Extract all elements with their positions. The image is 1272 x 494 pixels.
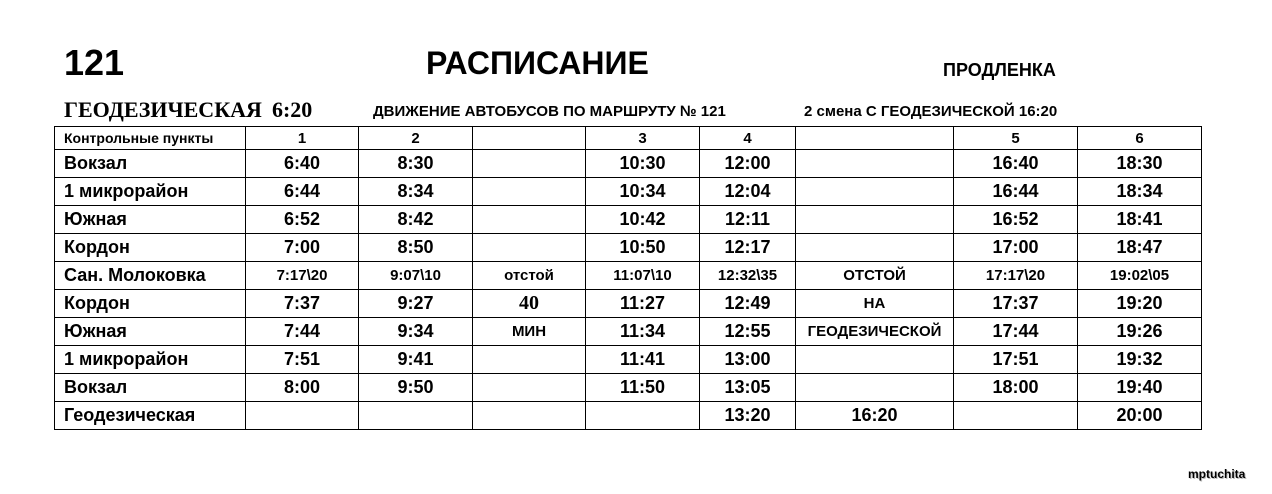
time-cell: 13:00: [700, 346, 796, 374]
start-stop: ГЕОДЕЗИЧЕСКАЯ: [64, 97, 262, 122]
time-cell: 19:32: [1078, 346, 1202, 374]
time-cell: [246, 402, 359, 430]
time-cell: 18:47: [1078, 234, 1202, 262]
time-cell: [473, 374, 586, 402]
time-cell: 12:49: [700, 290, 796, 318]
table-row: [55, 234, 1202, 262]
time-cell: 12:11: [700, 206, 796, 234]
time-cell: 20:00: [1078, 402, 1202, 430]
time-cell: 10:30: [586, 150, 700, 178]
time-cell: [796, 234, 954, 262]
time-cell: 18:00: [954, 374, 1078, 402]
time-cell: 19:20: [1078, 290, 1202, 318]
time-cell: 11:34: [586, 318, 700, 346]
route-subtitle: ДВИЖЕНИЕ АВТОБУСОВ ПО МАРШРУТУ № 121: [373, 103, 726, 120]
start-time: 6:20: [271, 97, 313, 122]
time-cell: [796, 150, 954, 178]
time-cell: [473, 206, 586, 234]
time-cell: 9:50: [359, 374, 473, 402]
time-cell: 17:44: [954, 318, 1078, 346]
table-row: [55, 262, 1202, 290]
time-cell: 11:27: [586, 290, 700, 318]
stop-name-cell: Сан. Молоковка: [55, 262, 246, 290]
time-cell: [473, 234, 586, 262]
time-cell: 17:51: [954, 346, 1078, 374]
stop-name-cell: 1 микрорайон: [55, 346, 246, 374]
stop-name-cell: Кордон: [55, 234, 246, 262]
stop-name-cell: Южная: [55, 206, 246, 234]
time-cell: 19:02\05: [1078, 262, 1202, 290]
time-cell: 16:40: [954, 150, 1078, 178]
stop-name-cell: 1 микрорайон: [55, 178, 246, 206]
time-cell: 19:40: [1078, 374, 1202, 402]
time-cell: 6:52: [246, 206, 359, 234]
time-cell: 7:51: [246, 346, 359, 374]
time-cell: [473, 150, 586, 178]
time-cell: 8:42: [359, 206, 473, 234]
table-row: [55, 178, 1202, 206]
time-cell: 12:04: [700, 178, 796, 206]
time-cell: 40: [473, 290, 586, 318]
column-header-1: 1: [246, 127, 359, 150]
route-number: 121: [64, 42, 125, 83]
time-cell: 9:41: [359, 346, 473, 374]
table-row: [55, 318, 1202, 346]
column-header-6: 6: [1078, 127, 1202, 150]
time-cell: 7:17\20: [246, 262, 359, 290]
stop-name-cell: Кордон: [55, 290, 246, 318]
shift-note: 2 смена С ГЕОДЕЗИЧЕСКОЙ 16:20: [804, 103, 1058, 120]
table-row: [55, 290, 1202, 318]
time-cell: 16:20: [796, 402, 954, 430]
time-cell: 19:26: [1078, 318, 1202, 346]
stop-name-cell: Геодезическая: [55, 402, 246, 430]
time-cell: 6:40: [246, 150, 359, 178]
time-cell: [954, 402, 1078, 430]
time-cell: 12:17: [700, 234, 796, 262]
time-cell: 7:37: [246, 290, 359, 318]
time-cell: 16:44: [954, 178, 1078, 206]
time-cell: 13:20: [700, 402, 796, 430]
time-cell: [473, 178, 586, 206]
time-cell: отстой: [473, 262, 586, 290]
time-cell: 12:00: [700, 150, 796, 178]
time-cell: 17:17\20: [954, 262, 1078, 290]
time-cell: 6:44: [246, 178, 359, 206]
time-cell: 10:50: [586, 234, 700, 262]
time-cell: [796, 346, 954, 374]
stop-name-cell: Вокзал: [55, 150, 246, 178]
stop-name-cell: Вокзал: [55, 374, 246, 402]
time-cell: [473, 402, 586, 430]
time-cell: 11:50: [586, 374, 700, 402]
time-cell: 9:34: [359, 318, 473, 346]
table-row: [55, 206, 1202, 234]
time-cell: [473, 346, 586, 374]
time-cell: 8:34: [359, 178, 473, 206]
time-cell: 7:00: [246, 234, 359, 262]
time-cell: 8:50: [359, 234, 473, 262]
time-cell: 9:07\10: [359, 262, 473, 290]
column-header-4: 4: [700, 127, 796, 150]
time-cell: ОТСТОЙ: [796, 262, 954, 290]
time-cell: 9:27: [359, 290, 473, 318]
time-cell: 7:44: [246, 318, 359, 346]
time-cell: 11:41: [586, 346, 700, 374]
table-row: [55, 150, 1202, 178]
schedule-table: [54, 126, 1202, 430]
time-cell: 11:07\10: [586, 262, 700, 290]
watermark: mptuchita: [1188, 467, 1246, 481]
time-cell: 12:32\35: [700, 262, 796, 290]
header-row: [55, 127, 1202, 150]
time-cell: МИН: [473, 318, 586, 346]
time-cell: 12:55: [700, 318, 796, 346]
time-cell: 13:05: [700, 374, 796, 402]
start-line: [64, 97, 312, 123]
time-cell: 10:42: [586, 206, 700, 234]
time-cell: [796, 374, 954, 402]
column-header-2: 2: [359, 127, 473, 150]
extended-label: ПРОДЛЕНКА: [943, 60, 1056, 80]
stop-name-cell: Южная: [55, 318, 246, 346]
table-row: [55, 374, 1202, 402]
column-header-blank-a: [473, 127, 586, 150]
time-cell: 8:00: [246, 374, 359, 402]
time-cell: 8:30: [359, 150, 473, 178]
table-row: [55, 346, 1202, 374]
time-cell: 17:00: [954, 234, 1078, 262]
column-header-3: 3: [586, 127, 700, 150]
time-cell: 18:30: [1078, 150, 1202, 178]
time-cell: [796, 206, 954, 234]
column-header-points: Контрольные пункты: [55, 127, 246, 150]
time-cell: 16:52: [954, 206, 1078, 234]
page-title: РАСПИСАНИЕ: [426, 45, 649, 81]
time-cell: 18:34: [1078, 178, 1202, 206]
time-cell: 17:37: [954, 290, 1078, 318]
column-header-5: 5: [954, 127, 1078, 150]
time-cell: [586, 402, 700, 430]
time-cell: 18:41: [1078, 206, 1202, 234]
time-cell: ГЕОДЕЗИЧЕСКОЙ: [796, 318, 954, 346]
table-row: [55, 402, 1202, 430]
column-header-blank-b: [796, 127, 954, 150]
time-cell: НА: [796, 290, 954, 318]
time-cell: [796, 178, 954, 206]
time-cell: [359, 402, 473, 430]
time-cell: 10:34: [586, 178, 700, 206]
